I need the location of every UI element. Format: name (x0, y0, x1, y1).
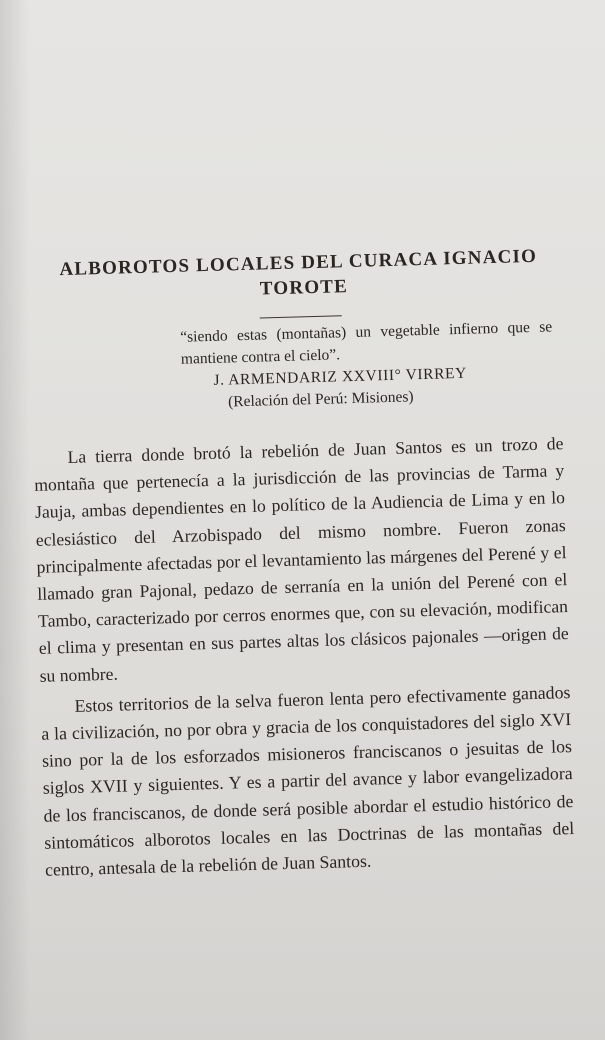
epigraph-source: (Relación del Perú: Misiones) (227, 388, 414, 411)
body-paragraph-1: La tierra donde brotó la rebelión de Juan Santos es un trozo de montaña que pertenecía a la jurisdicción de las provincias de Tarma y Jauja, ambas dependientes en lo político de la Audiencia de Lima y en lo eclesiástico del Arzobispado del mismo nombre. Fueron zonas principalmente afectadas por el levantamiento las márgenes del Perené y el llamado gran Pajonal, pedazo de serranía en la unión del Perené con el Tambo, caracterizado por cerros enormes que, con su elevación, modifican el clima y presentan en sus partes altas los clásicos pajonales —origen de su nombre. (34, 433, 569, 686)
epigraph (180, 316, 554, 414)
title-divider (260, 315, 342, 318)
chapter-title-line-1: ALBOROTOS LOCALES DEL CURACA IGNACIO (59, 245, 538, 281)
page-content (28, 243, 575, 884)
epigraph-author: J. ARMENDARIZ XXVIII° VIRREY (213, 364, 468, 389)
epigraph-quote: “siendo estas (montañas) un vegetable infierno que se mantiene contra el cielo”. (180, 318, 553, 368)
page-binding-shadow (0, 0, 30, 1040)
body-paragraph-2: Estos territorios de la selva fueron lenta pero efectivamente ganados a la civilización, no por obra y gracia de los conquistadores del siglo XVI sino por la de los esforzados misioneros franciscanos o jesuitas de los siglos XVII y siguientes. Y es a partir del avance y labor evangelizadora de los franciscanos, de donde será posible abordar el estudio histórico de sintomáticos alborotos locales en las Doctrinas de las montañas del centro, antesala de la rebelión de Juan Santos. (41, 681, 575, 880)
chapter-title-line-2: TOROTE (259, 276, 349, 300)
